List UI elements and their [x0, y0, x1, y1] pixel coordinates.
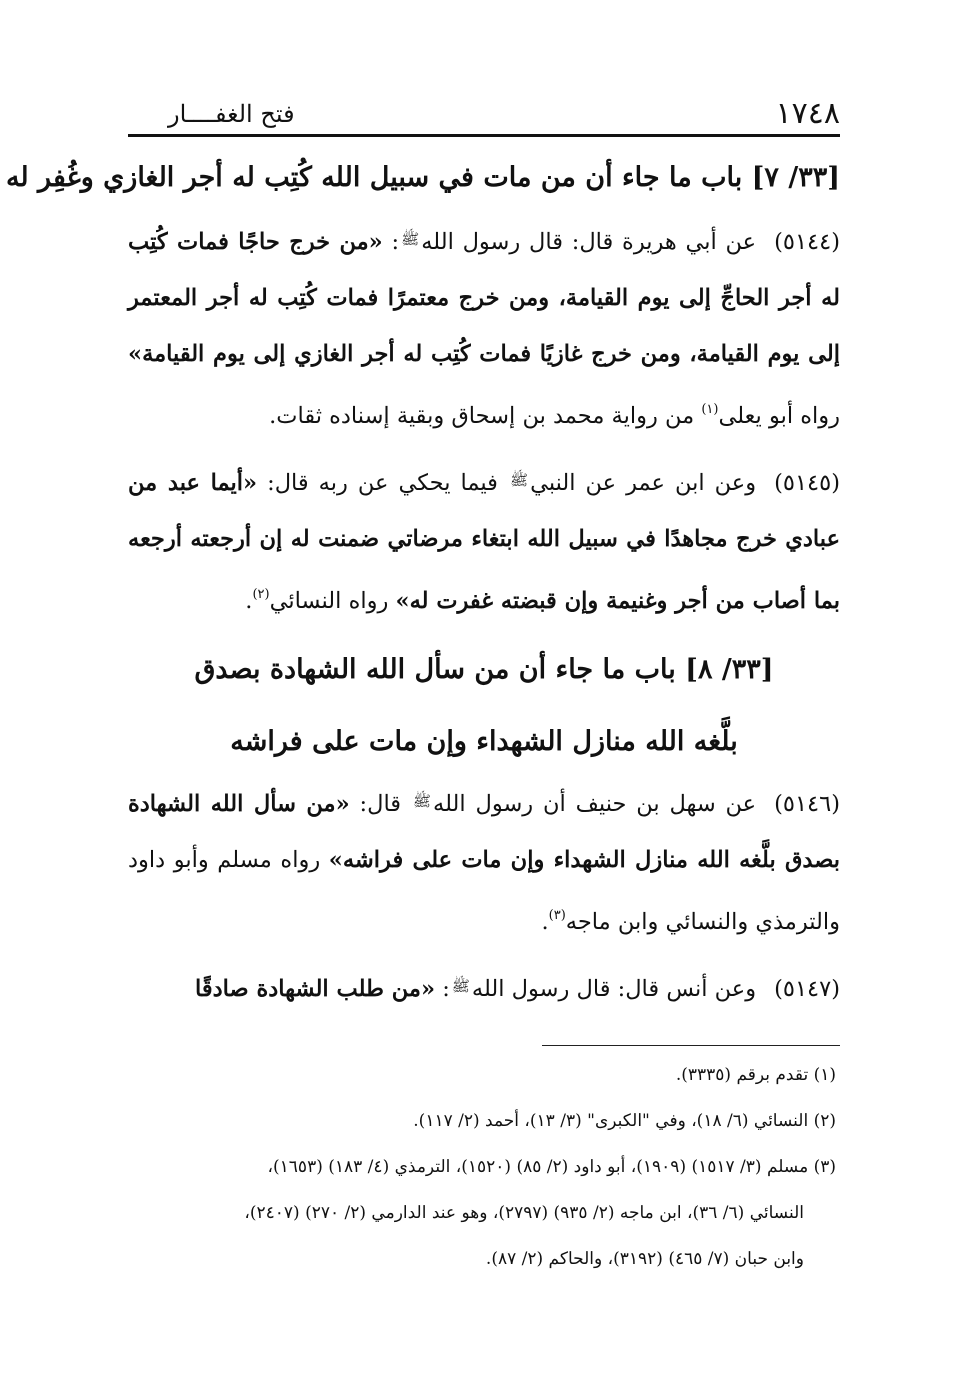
- chapter-heading-7: [٣٣/ ٧] باب ما جاء أن من مات في سبيل الله كُتِب له أجر الغازي وغُفِر له: [5, 162, 840, 193]
- footnote-3: (٣) مسلم (٣/ ١٥١٧) (١٩٠٩)، أبو داود (٢/ ٨٥) (١٥٢٠)، الترمذي (٤/ ١٨٣) (١٦٥٣)،: [267, 1157, 836, 1177]
- hadith-intro: عن سهل بن حنيف أن رسول الله: [433, 791, 757, 817]
- hadith-number: (٥١٤٦): [774, 791, 841, 817]
- book-page: [5, 90, 841, 1282]
- hadith-source: رواه أبو يعلى: [718, 403, 840, 429]
- footnote-ref-2: (٢): [252, 587, 270, 602]
- hadith-intro: عن أبي هريرة قال: قال رسول الله: [421, 229, 757, 255]
- hadith-5144: [128, 211, 840, 444]
- hadith-source-cont: من رواية محمد بن إسحاق وبقية إسناده ثقات.: [269, 403, 702, 429]
- hadith-number: (٥١٤٥): [774, 470, 840, 496]
- hadith-5145: [128, 452, 840, 629]
- footnote-ref-3: (٣): [548, 908, 566, 923]
- pbuh-symbol: ﷺ: [401, 230, 420, 248]
- chapter-heading-8-line-1: [٣٣/ ٨] باب ما جاء أن من سأل الله الشهادة بصدق: [194, 654, 774, 685]
- footnote-1: (١) تقدم برقم (٣٣٣٥).: [675, 1065, 836, 1085]
- footnote-ref-1: (١): [701, 402, 719, 417]
- hadith-end: .: [245, 588, 253, 614]
- hadith-intro: وعن أنس قال: قال رسول الله: [471, 976, 757, 1002]
- pbuh-symbol: ﷺ: [451, 977, 470, 995]
- hadith-quote: «أيما عبد من عبادي خرج مجاهدًا في سبيل الله ابتغاء مرضاتي ضمنت له إن أرجعته أرجعه بما أصاب من أجر وغنيمة وإن قبضته غفرت له»: [128, 470, 840, 614]
- hadith-quote: «من خرج حاجًا فمات كُتِب له أجر الحاجِّ إلى يوم القيامة، ومن خرج معتمرًا فمات كُتِب له أجر المعتمر إلى يوم القيامة، ومن خرج غازيًا فمات كُتِب له أجر الغازي إلى يوم القيامة»: [128, 229, 840, 367]
- hadith-source: رواه مسلم وأبو داود والترمذي والنسائي وابن ماجه: [128, 847, 840, 935]
- hadith-number: (٥١٤٧): [774, 976, 840, 1002]
- pbuh-symbol: ﷺ: [412, 792, 432, 810]
- hadith-end: .: [541, 909, 549, 935]
- footnote-3-cont: وابن حبان (٧/ ٤٦٥) (٣١٩٢)، والحاكم (٢/ ٨٧).: [485, 1249, 804, 1269]
- hadith-quote: «من طلب الشهادة صادقًا: [195, 976, 436, 1002]
- hadith-colon: :: [435, 976, 450, 1002]
- hadith-colon: :: [382, 229, 400, 255]
- hadith-number: (٥١٤٤): [774, 229, 840, 255]
- page-number: ١٧٤٨: [775, 96, 840, 131]
- hadith-5146: [128, 773, 840, 950]
- footnote-2: (٢) النسائي (٦/ ١٨)، وفي "الكبرى" (٣/ ١٣)، أحمد (٢/ ١١٧).: [413, 1111, 836, 1131]
- hadith-5147: [128, 958, 840, 1017]
- hadith-quote: «من سأل الله الشهادة بصدق بلَّغه الله منازل الشهداء وإن مات على فراشه»: [128, 791, 841, 873]
- pbuh-symbol: ﷺ: [509, 471, 529, 489]
- hadith-mid: فيما يحكي عن ربه قال:: [257, 470, 508, 496]
- footnote-3-cont: النسائي (٦/ ٣٦)، ابن ماجه (٢/ ٩٣٥) (٢٧٩٧)، وهو عند الدارمي (٢/ ٢٧٠) (٢٤٠٧)،: [244, 1203, 804, 1223]
- hadith-intro: وعن ابن عمر عن النبي: [530, 470, 757, 496]
- running-header: [128, 90, 840, 137]
- book-title: فتح الغفــــار: [168, 100, 295, 128]
- hadith-source: رواه النسائي: [269, 588, 396, 614]
- footnote-separator: [542, 1045, 840, 1046]
- hadith-mid: قال:: [349, 791, 411, 817]
- chapter-heading-8-line-2: بلَّغه الله منازل الشهداء وإن مات على فراشه: [230, 726, 738, 757]
- footnotes: [128, 1052, 840, 1282]
